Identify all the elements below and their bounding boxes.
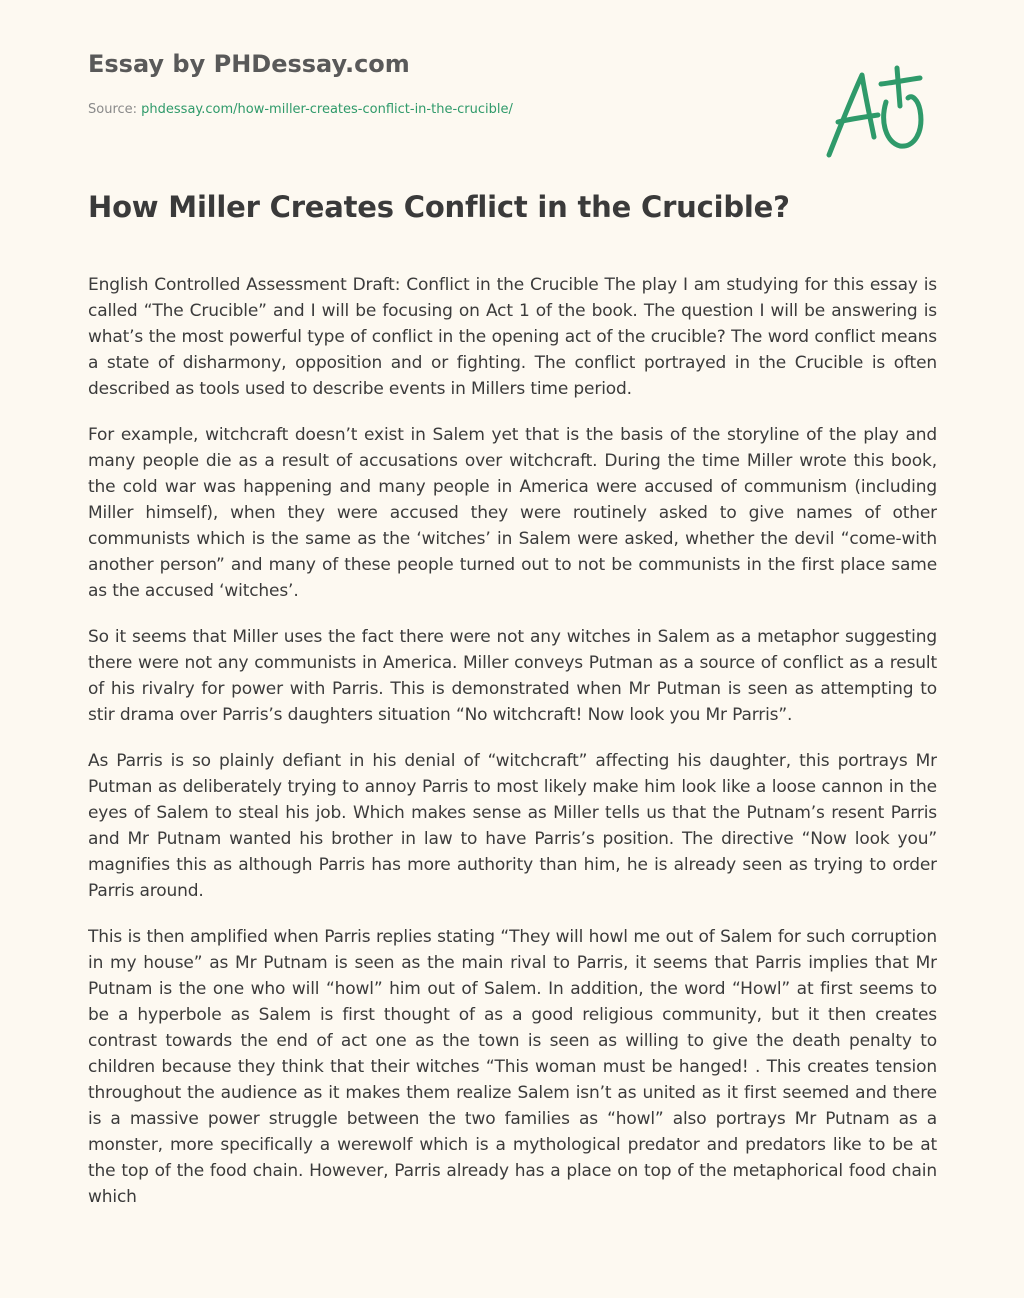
essay-paragraph: For example, witchcraft doesn’t exist in Salem yet that is the basis of the storyline of the play and many people die as a result of accusations over witchcraft. During the time Miller wrote this book, the cold war was happening and many people in America were accused of communism (including Miller himself), when they were accused they were routinely asked to give names of other communists which is the same as the ‘witches’ in Salem were asked, whether the devil “come-with another person” and many of these people turned out to not be communists in the first place same as the accused ‘witches’. (88, 425, 937, 601)
essay-paragraph: This is then amplified when Parris replies stating “They will howl me out of Salem for such corruption in my house” as Mr Putnam is seen as the main rival to Parris, it seems that Parris implies that Mr Putnam is the one who will “howl” him out of Salem. In addition, the word “Howl” at first seems to be a hyperbole as Salem is first thought of as a good religious community, but it then creates contrast towards the end of act one as the town is seen as willing to give the death penalty to children because they think that their witches “This woman must be hanged! . This creates tension throughout the audience as it makes them realize Salem isn’t as united as it first seemed and there is a massive power struggle between the two families as “howl” also portrays Mr Putnam as a monster, more specifically a werewolf which is a mythological predator and predators like to be at the top of the food chain. However, Parris already has a place on top of the metaphorical food chain which (88, 927, 937, 1207)
site-brand: Essay by PHDessay.com (88, 50, 410, 78)
source-link[interactable]: phdessay.com/how-miller-creates-conflict-in-the-crucible/ (141, 102, 513, 117)
essay-paragraph: So it seems that Miller uses the fact there were not any witches in Salem as a metaphor suggesting there were not any communists in America. Miller conveys Putman as a source of conflict as a result of his rivalry for power with Parris. This is demonstrated when Mr Putman is seen as attempting to stir drama over Parris’s daughters situation “No witchcraft! Now look you Mr Parris”. (88, 627, 937, 725)
essay-paragraph: As Parris is so plainly defiant in his denial of “witchcraft” affecting his daughter, this portrays Mr Putman as deliberately trying to annoy Parris to most likely make him look like a loose cannon in the eyes of Salem to steal his job. Which makes sense as Miller tells us that the Putnam’s resent Parris and Mr Putnam wanted his brother in law to have Parris’s position. The directive “Now look you” magnifies this as although Parris has more authority than him, he is already seen as trying to order Parris around. (88, 751, 937, 901)
source-label: Source: (88, 102, 142, 117)
essay-paragraph: English Controlled Assessment Draft: Conflict in the Crucible The play I am studying for this essay is called “The Crucible” and I will be focusing on Act 1 of the book. The question I will be answering is what’s the most powerful type of conflict in the opening act of the crucible? The word conflict means a state of disharmony, opposition and or fighting. The conflict portrayed in the Crucible is often described as tools used to describe events in Millers time period. (88, 275, 937, 399)
source-line (88, 102, 513, 117)
a-plus-icon (820, 62, 930, 162)
essay-body (88, 272, 937, 1250)
essay-title: How Miller Creates Conflict in the Crucible? (88, 190, 790, 224)
